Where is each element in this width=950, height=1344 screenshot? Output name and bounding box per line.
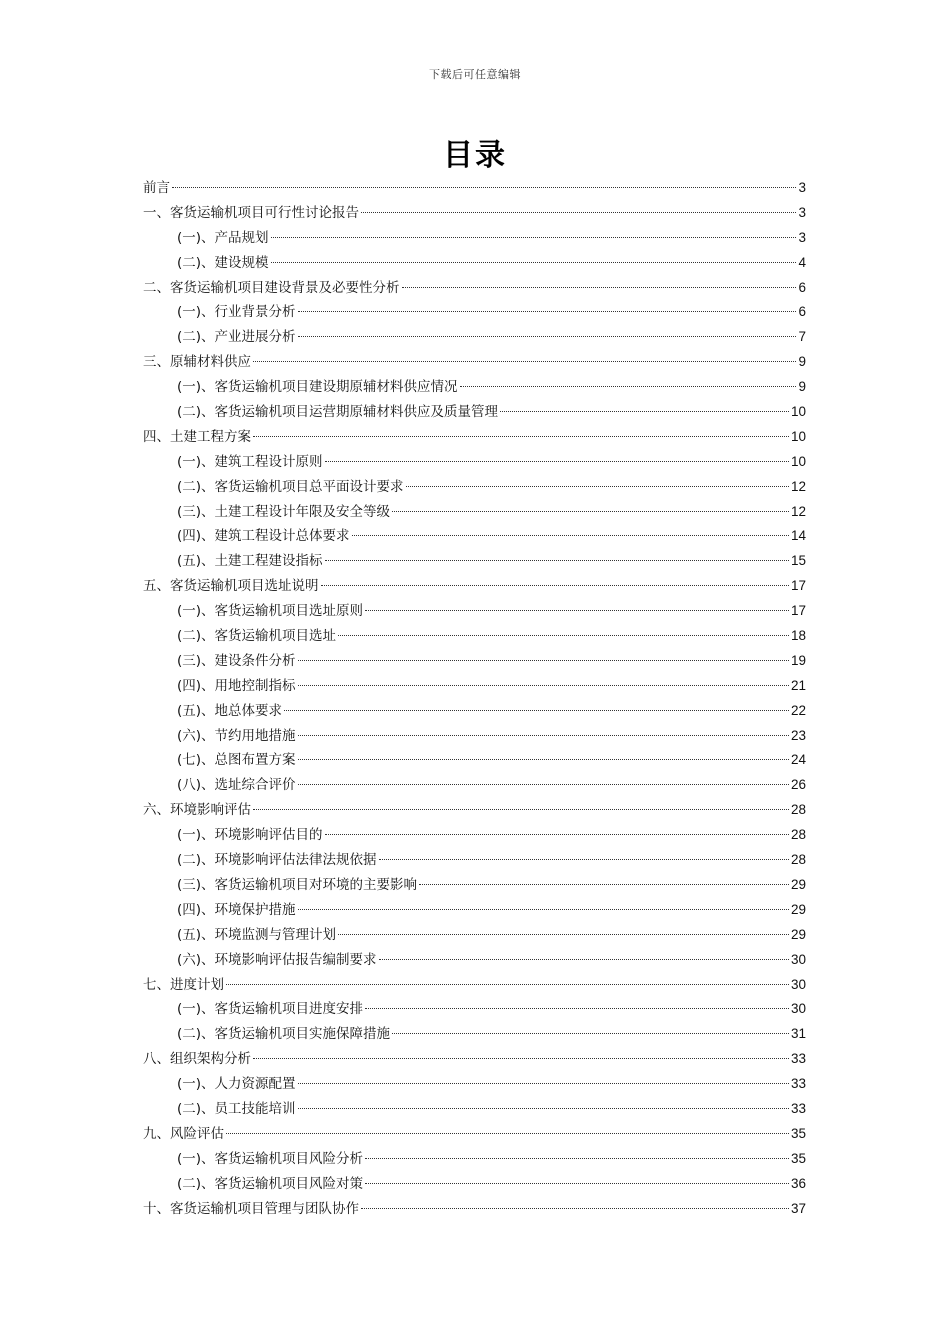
- toc-dot-leader: [365, 1008, 789, 1009]
- toc-dot-leader: [379, 859, 789, 860]
- toc-entry-page-number: 28: [790, 802, 806, 818]
- toc-entry[interactable]: [143, 724, 806, 749]
- toc-dot-leader: [365, 1158, 789, 1159]
- toc-entry[interactable]: [143, 848, 806, 873]
- toc-dot-leader: [253, 809, 789, 810]
- toc-entry-page-number: 31: [790, 1026, 806, 1042]
- toc-entry-page-number: 29: [790, 876, 806, 892]
- toc-entry[interactable]: [143, 1047, 806, 1072]
- toc-entry[interactable]: [143, 773, 806, 798]
- toc-entry-title: (三)、土建工程设计年限及安全等级: [177, 503, 391, 520]
- toc-entry-page-number: 7: [798, 329, 806, 345]
- toc-dot-leader: [361, 1208, 789, 1209]
- toc-entry[interactable]: [143, 624, 806, 649]
- toc-dot-leader: [298, 336, 797, 337]
- toc-entry-page-number: 36: [790, 1175, 806, 1191]
- toc-dot-leader: [298, 784, 789, 785]
- toc-entry-page-number: 33: [790, 1100, 806, 1116]
- page-header: 下载后可任意编辑: [429, 68, 521, 81]
- toc-dot-leader: [365, 1183, 789, 1184]
- toc-entry-title: 五、客货运输机项目选址说明: [143, 578, 319, 595]
- toc-entry-page-number: 17: [790, 603, 806, 619]
- toc-entry-title: (三)、客货运输机项目对环境的主要影响: [177, 876, 418, 893]
- toc-entry-title: 一、客货运输机项目可行性讨论报告: [143, 204, 359, 221]
- toc-entry[interactable]: [143, 649, 806, 674]
- toc-entry-page-number: 9: [798, 354, 806, 370]
- toc-entry-page-number: 29: [790, 926, 806, 942]
- toc-entry-page-number: 4: [798, 254, 806, 270]
- toc-entry-page-number: 29: [790, 901, 806, 917]
- toc-dot-leader: [298, 759, 789, 760]
- toc-entry[interactable]: [143, 176, 806, 201]
- toc-entry[interactable]: [143, 475, 806, 500]
- toc-dot-leader: [298, 1108, 789, 1109]
- toc-dot-leader: [392, 1033, 789, 1034]
- toc-entry[interactable]: [143, 325, 806, 350]
- toc-entry-title: (一)、客货运输机项目风险分析: [177, 1150, 364, 1167]
- toc-entry[interactable]: [143, 674, 806, 699]
- toc-entry-page-number: 21: [790, 677, 806, 693]
- toc-entry-title: 十、客货运输机项目管理与团队协作: [143, 1200, 359, 1217]
- toc-entry-title: (二)、产业进展分析: [177, 329, 296, 346]
- toc-entry[interactable]: [143, 997, 806, 1022]
- toc-entry-title: (一)、环境影响评估目的: [177, 827, 323, 844]
- toc-dot-leader: [226, 984, 789, 985]
- toc-dot-leader: [419, 884, 789, 885]
- toc-dot-leader: [361, 212, 796, 213]
- toc-entry[interactable]: [143, 973, 806, 998]
- toc-entry[interactable]: [143, 276, 806, 301]
- toc-entry[interactable]: [143, 524, 806, 549]
- toc-entry-page-number: 10: [790, 404, 806, 420]
- toc-dot-leader: [352, 535, 789, 536]
- toc-entry[interactable]: [143, 500, 806, 525]
- toc-entry[interactable]: [143, 400, 806, 425]
- toc-entry-title: 二、客货运输机项目建设背景及必要性分析: [143, 279, 400, 296]
- toc-entry[interactable]: [143, 1197, 806, 1222]
- toc-dot-leader: [325, 461, 789, 462]
- toc-entry-page-number: 22: [790, 702, 806, 718]
- toc-entry-title: (五)、土建工程建设指标: [177, 553, 323, 570]
- toc-entry-title: 三、原辅材料供应: [143, 354, 251, 371]
- toc-dot-leader: [298, 685, 789, 686]
- toc-dot-leader: [226, 1133, 789, 1134]
- toc-entry-title: (一)、客货运输机项目选址原则: [177, 603, 364, 620]
- toc-entry-page-number: 19: [790, 652, 806, 668]
- toc-entry[interactable]: [143, 1172, 806, 1197]
- toc-entry[interactable]: [143, 923, 806, 948]
- toc-dot-leader: [406, 486, 789, 487]
- toc-entry-page-number: 15: [790, 553, 806, 569]
- toc-entry-page-number: 26: [790, 777, 806, 793]
- toc-entry-title: (二)、客货运输机项目选址: [177, 628, 337, 645]
- toc-dot-leader: [253, 1058, 789, 1059]
- toc-dot-leader: [325, 560, 789, 561]
- toc-dot-leader: [500, 411, 789, 412]
- toc-entry[interactable]: [143, 251, 806, 276]
- toc-dot-leader: [298, 311, 797, 312]
- toc-entry-page-number: 6: [798, 304, 806, 320]
- toc-dot-leader: [325, 834, 789, 835]
- toc-entry[interactable]: [143, 226, 806, 251]
- toc-entry[interactable]: [143, 748, 806, 773]
- toc-entry-title: (一)、产品规划: [177, 229, 269, 246]
- toc-entry[interactable]: [143, 873, 806, 898]
- toc-entry-title: (二)、客货运输机项目总平面设计要求: [177, 478, 404, 495]
- toc-entry-title: (二)、客货运输机项目运营期原辅材料供应及质量管理: [177, 404, 499, 421]
- toc-entry[interactable]: [143, 450, 806, 475]
- table-of-contents: [143, 176, 806, 1221]
- toc-entry-title: 九、风险评估: [143, 1125, 224, 1142]
- toc-entry[interactable]: [143, 425, 806, 450]
- toc-entry[interactable]: [143, 1122, 806, 1147]
- toc-entry-page-number: 3: [798, 204, 806, 220]
- toc-entry-title: (五)、地总体要求: [177, 702, 283, 719]
- toc-entry[interactable]: [143, 201, 806, 226]
- toc-entry[interactable]: [143, 549, 806, 574]
- toc-entry-title: (六)、环境影响评估报告编制要求: [177, 951, 377, 968]
- toc-dot-leader: [253, 436, 789, 437]
- toc-entry-page-number: 33: [790, 1076, 806, 1092]
- toc-dot-leader: [392, 511, 789, 512]
- toc-entry-page-number: 33: [790, 1051, 806, 1067]
- toc-entry-page-number: 10: [790, 453, 806, 469]
- toc-entry[interactable]: [143, 948, 806, 973]
- toc-entry-page-number: 6: [798, 279, 806, 295]
- toc-entry-page-number: 35: [790, 1150, 806, 1166]
- toc-dot-leader: [365, 610, 789, 611]
- toc-dot-leader: [338, 635, 789, 636]
- toc-entry-title: (二)、环境影响评估法律法规依据: [177, 852, 377, 869]
- toc-entry-title: (一)、人力资源配置: [177, 1076, 296, 1093]
- toc-entry-page-number: 28: [790, 852, 806, 868]
- toc-entry-title: (三)、建设条件分析: [177, 652, 296, 669]
- toc-entry-page-number: 37: [790, 1200, 806, 1216]
- toc-entry-title: (七)、总图布置方案: [177, 752, 296, 769]
- toc-entry[interactable]: [143, 1147, 806, 1172]
- toc-dot-leader: [402, 287, 797, 288]
- toc-entry-title: (一)、客货运输机项目建设期原辅材料供应情况: [177, 379, 458, 396]
- toc-entry-title: (四)、建筑工程设计总体要求: [177, 528, 350, 545]
- toc-dot-leader: [460, 386, 797, 387]
- toc-entry-page-number: 30: [790, 976, 806, 992]
- toc-entry-page-number: 9: [798, 379, 806, 395]
- toc-entry-page-number: 30: [790, 1001, 806, 1017]
- toc-dot-leader: [298, 735, 789, 736]
- toc-entry-title: 六、环境影响评估: [143, 802, 251, 819]
- toc-entry-title: (八)、选址综合评价: [177, 777, 296, 794]
- toc-dot-leader: [271, 237, 797, 238]
- toc-entry-title: (四)、环境保护措施: [177, 901, 296, 918]
- toc-entry-page-number: 18: [790, 628, 806, 644]
- toc-entry[interactable]: [143, 1022, 806, 1047]
- toc-entry-title: 四、土建工程方案: [143, 428, 251, 445]
- toc-entry[interactable]: [143, 1072, 806, 1097]
- toc-entry-page-number: 3: [798, 229, 806, 245]
- toc-dot-leader: [298, 1083, 789, 1084]
- toc-dot-leader: [298, 660, 789, 661]
- toc-entry-page-number: 28: [790, 827, 806, 843]
- toc-entry[interactable]: [143, 375, 806, 400]
- toc-entry[interactable]: [143, 574, 806, 599]
- toc-entry[interactable]: [143, 300, 806, 325]
- toc-entry-page-number: 10: [790, 428, 806, 444]
- toc-entry[interactable]: [143, 1097, 806, 1122]
- toc-entry-title: 前言: [143, 180, 170, 196]
- toc-entry-page-number: 35: [790, 1125, 806, 1141]
- toc-entry[interactable]: [143, 798, 806, 823]
- toc-dot-leader: [172, 187, 796, 188]
- toc-entry[interactable]: [143, 350, 806, 375]
- toc-title: 目录: [443, 138, 507, 173]
- toc-dot-leader: [271, 262, 797, 263]
- toc-dot-leader: [338, 934, 789, 935]
- toc-entry-page-number: 12: [790, 503, 806, 519]
- toc-entry-title: (二)、客货运输机项目实施保障措施: [177, 1026, 391, 1043]
- toc-entry-title: (二)、建设规模: [177, 254, 269, 271]
- toc-dot-leader: [253, 361, 796, 362]
- toc-entry-title: (六)、节约用地措施: [177, 727, 296, 744]
- toc-entry-title: 七、进度计划: [143, 976, 224, 993]
- toc-entry-page-number: 23: [790, 727, 806, 743]
- toc-dot-leader: [379, 959, 789, 960]
- toc-entry-page-number: 14: [790, 528, 806, 544]
- toc-entry-title: 八、组织架构分析: [143, 1051, 251, 1068]
- toc-entry-title: (二)、客货运输机项目风险对策: [177, 1175, 364, 1192]
- toc-entry[interactable]: [143, 599, 806, 624]
- toc-entry-title: (二)、员工技能培训: [177, 1100, 296, 1117]
- toc-entry-title: (一)、行业背景分析: [177, 304, 296, 321]
- toc-entry-page-number: 3: [798, 180, 806, 195]
- toc-entry-title: (五)、环境监测与管理计划: [177, 926, 337, 943]
- toc-dot-leader: [284, 710, 789, 711]
- toc-dot-leader: [298, 909, 789, 910]
- toc-entry-title: (一)、建筑工程设计原则: [177, 453, 323, 470]
- toc-entry-page-number: 30: [790, 951, 806, 967]
- toc-entry[interactable]: [143, 699, 806, 724]
- toc-entry[interactable]: [143, 898, 806, 923]
- toc-entry-page-number: 24: [790, 752, 806, 768]
- toc-entry-page-number: 17: [790, 578, 806, 594]
- toc-dot-leader: [321, 585, 789, 586]
- toc-entry-title: (四)、用地控制指标: [177, 677, 296, 694]
- toc-entry-page-number: 12: [790, 478, 806, 494]
- toc-entry-title: (一)、客货运输机项目进度安排: [177, 1001, 364, 1018]
- toc-entry[interactable]: [143, 823, 806, 848]
